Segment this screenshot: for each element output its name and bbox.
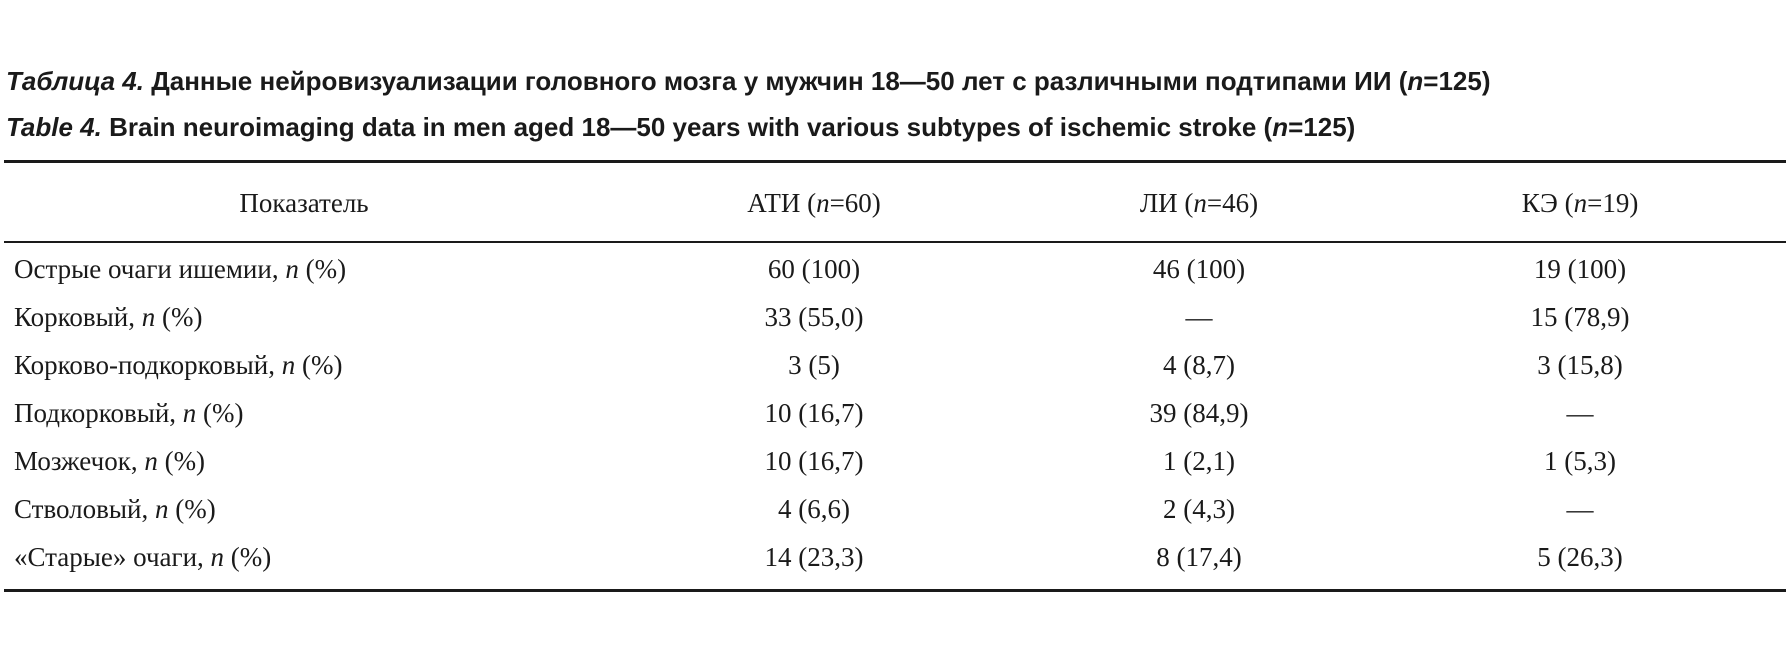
caption-n-value: =125)	[1288, 112, 1356, 142]
cell-ke: —	[1566, 493, 1594, 524]
row-label: Корковый, n (%)	[14, 301, 203, 332]
row-label: Острые очаги ишемии, n (%)	[14, 253, 347, 284]
header-ke: КЭ (n=19)	[1521, 187, 1639, 218]
cell-ati: 60 (100)	[767, 253, 861, 284]
cell-ati: 10 (16,7)	[764, 445, 864, 476]
cell-ati: 14 (23,3)	[764, 541, 864, 572]
cell-ati: 33 (55,0)	[764, 301, 864, 332]
caption-lead: Таблица 4.	[6, 66, 144, 96]
row-label: Стволовый, n (%)	[14, 493, 216, 524]
caption-text: Brain neuroimaging data in men aged 18—50 years with various subtypes of ischemic stroke (	[101, 112, 1273, 142]
cell-ati: 4 (6,6)	[778, 493, 850, 524]
header-li: ЛИ (n=46)	[1139, 187, 1259, 218]
cell-li: 2 (4,3)	[1163, 493, 1235, 524]
cell-li: 1 (2,1)	[1163, 445, 1235, 476]
table-row	[4, 533, 1786, 581]
table-header-row	[4, 163, 1786, 243]
cell-ke: 5 (26,3)	[1537, 541, 1623, 572]
neuroimaging-table	[4, 163, 1786, 581]
cell-ke: 3 (15,8)	[1537, 349, 1623, 380]
cell-li: 39 (84,9)	[1149, 397, 1249, 428]
caption-text: Данные нейровизуализации головного мозга у мужчин 18—50 лет с различными подтипами ИИ (	[143, 66, 1408, 96]
row-label: Корково-подкорковый, n (%)	[14, 349, 343, 380]
cell-ati: 10 (16,7)	[764, 397, 864, 428]
header-indicator: Показатель	[239, 187, 369, 218]
table-caption-russian	[6, 66, 1491, 97]
table-row	[4, 485, 1786, 533]
cell-li: 4 (8,7)	[1163, 349, 1235, 380]
table-row	[4, 293, 1786, 341]
caption-n-symbol: n	[1407, 66, 1424, 96]
cell-li: 46 (100)	[1152, 253, 1246, 284]
caption-n-symbol: n	[1272, 112, 1289, 142]
table-row	[4, 243, 1786, 293]
cell-ati: 3 (5)	[788, 349, 840, 380]
row-label: Мозжечок, n (%)	[14, 445, 206, 476]
row-label: Подкорковый, n (%)	[14, 397, 244, 428]
caption-lead: Table 4.	[6, 112, 102, 142]
table-row	[4, 341, 1786, 389]
caption-n-value: =125)	[1423, 66, 1491, 96]
header-ati: АТИ (n=60)	[747, 187, 881, 218]
cell-li: 8 (17,4)	[1156, 541, 1242, 572]
cell-ke: —	[1566, 397, 1594, 428]
cell-ke: 15 (78,9)	[1530, 301, 1630, 332]
cell-ke: 1 (5,3)	[1544, 445, 1616, 476]
row-label: «Старые» очаги, n (%)	[14, 541, 272, 572]
cell-li: —	[1185, 301, 1213, 332]
table-caption-english	[6, 112, 1355, 143]
table-row	[4, 437, 1786, 485]
table-row	[4, 389, 1786, 437]
cell-ke: 19 (100)	[1533, 253, 1627, 284]
table-bottom-rule	[4, 589, 1786, 592]
